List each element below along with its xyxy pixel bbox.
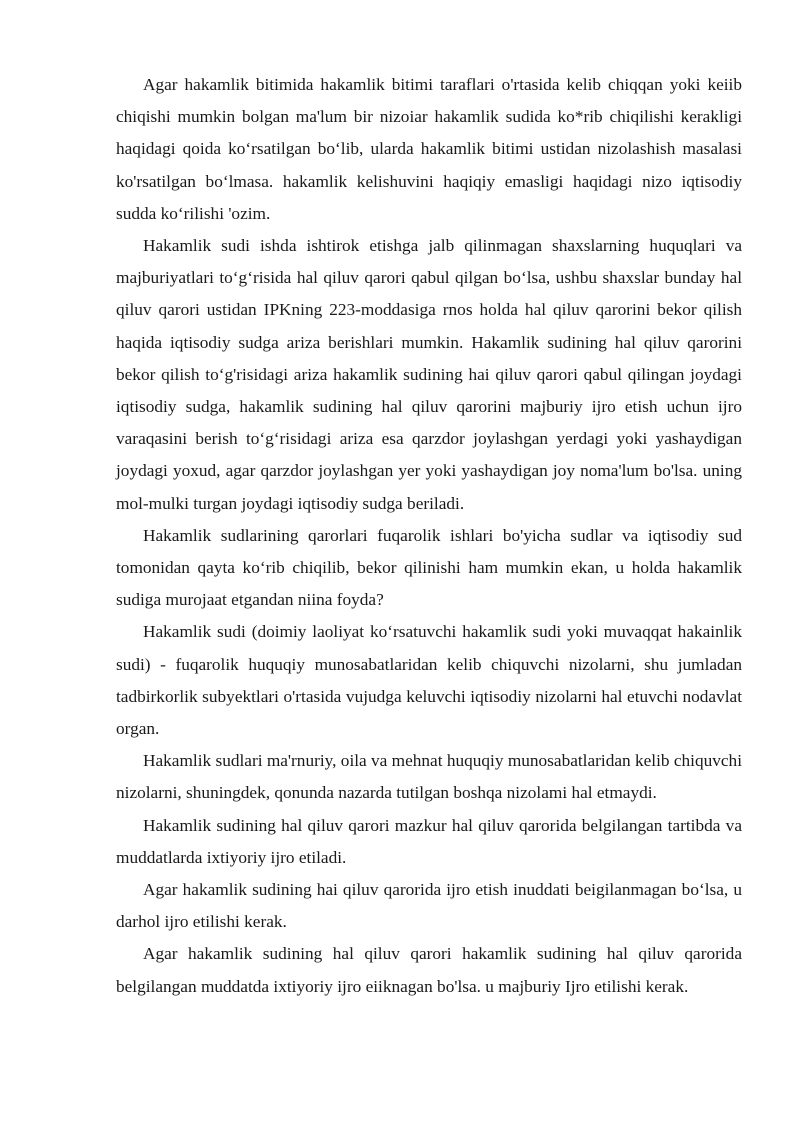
paragraph: Agar hakamlik sudining hai qiluv qarorida ijro etish inuddati beigilanmagan bo‘lsa, u darhol ijro etilishi kerak. <box>116 880 742 932</box>
paragraph: Hakamlik sudi (doimiy laoliyat ko‘rsatuvchi hakamlik sudi yoki muvaqqat hakainlik sudi) - fuqarolik huquqiy munosabatlaridan kelib chiquvchi nizolarni, shu jumladan tadbirkorlik subyektlari o'rtasida vujudga keluvchi iqtisodiy nizolarni hal etuvchi nodavlat organ. <box>116 622 742 739</box>
paragraph: Hakamlik sudlarining qarorlari fuqarolik ishlari bo'yicha sudlar va iqtisodiy sud tomonidan qayta ko‘rib chiqilib, bekor qilinishi ham mumkin ekan, u holda hakamlik sudiga murojaat etgandan niina foyda? <box>116 525 742 610</box>
paragraph: Agar hakamlik bitimida hakamlik bitimi taraflari o'rtasida kelib chiqqan yoki keiib chiqishi mumkin bolgan ma'lum bir nizoiar hakamlik sudida ko*rib chiqilishi kerakligi haqidagi qoida ko‘rsatilgan bo‘lib, ularda hakamlik bitimi ustidan nizolashish masalasi ko'rsatilgan bo‘lmasa. hakamlik kelishuvini haqiqiy emasligi haqidagi nizo iqtisodiy sudda ko‘rilishi 'ozim. <box>116 75 742 223</box>
paragraph: Hakamlik sudlari ma'rnuriy, oila va mehnat huquqiy munosabatlaridan kelib chiquvchi nizolarni, shuningdek, qonunda nazarda tutilgan boshqa nizolami hal etmaydi. <box>116 751 743 803</box>
document-page <box>116 69 742 1003</box>
paragraph: Agar hakamlik sudining hal qiluv qarori hakamlik sudining hal qiluv qarorida belgilangan muddatda ixtiyoriy ijro eiiknagan bo'lsa. u majburiy Ijro etilishi kerak. <box>116 944 742 996</box>
paragraph: Hakamlik sudining hal qiluv qarori mazkur hal qiluv qarorida belgilangan tartibda va muddatlarda ixtiyoriy ijro etiladi. <box>116 815 742 867</box>
paragraph: Hakamlik sudi ishda ishtirok etishga jalb qilinmagan shaxslarning huquqlari va majburiyatlari to‘g‘risida hal qiluv qarori qabul qilgan bo‘lsa, ushbu shaxslar bunday hal qiluv qarori ustidan IPKning 223-moddasiga rnos holda hal qiluv qarorini bekor qilish haqida iqtisodiy sudga ariza berishlari mumkin. Hakamlik sudining hal qiluv qarorini bekor qilish to‘g'risidagi ariza hakamlik sudining hai qiluv qarori qabul qilingan joydagi iqtisodiy sudga, hakamlik sudining hal qiluv qarorini majburiy ijro etish uchun ijro varaqasini berish to‘g‘risidagi ariza esa qarzdor joylashgan yerdagi yoki yashaydigan joydagi yoxud, agar qarzdor joylashgan yer yoki yashaydigan joy noma'lum bo'lsa. uning mol-mulki turgan joydagi iqtisodiy sudga beriladi. <box>116 236 742 513</box>
